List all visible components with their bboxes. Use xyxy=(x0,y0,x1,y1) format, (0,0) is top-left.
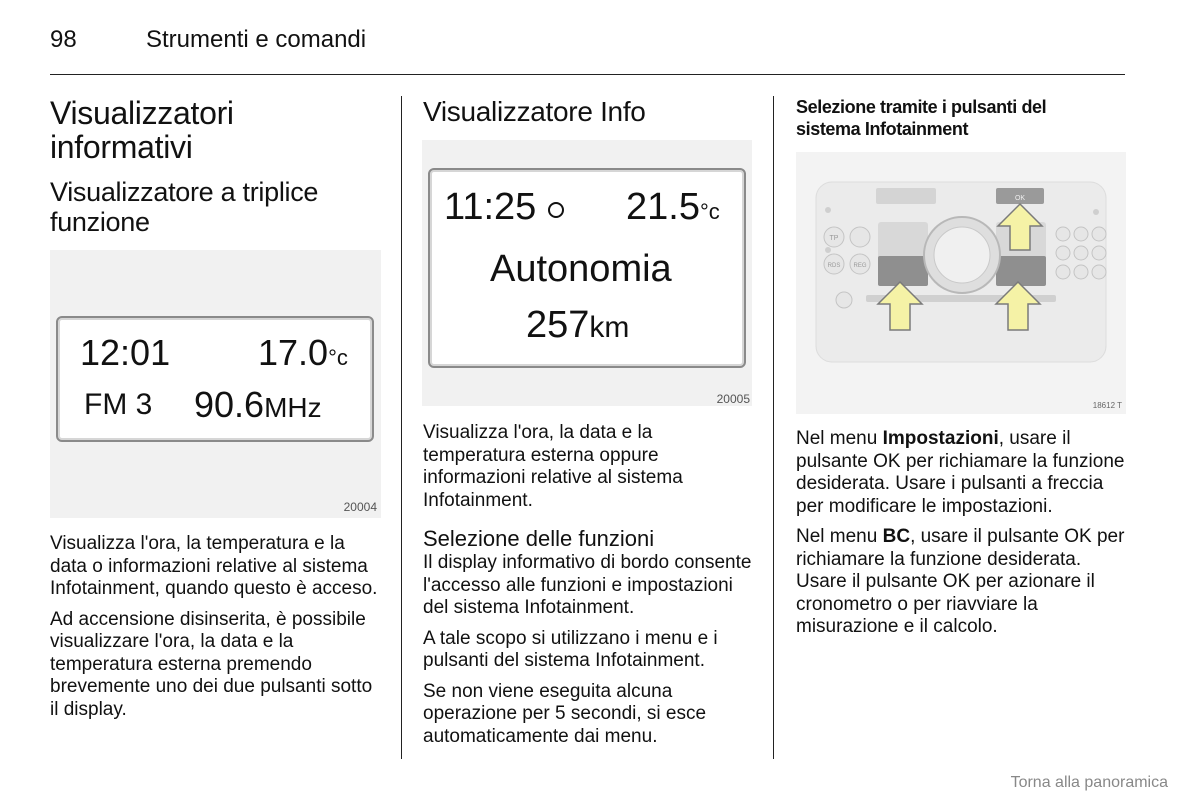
infotainment-panel-drawing xyxy=(796,152,1126,414)
lcd-screen xyxy=(56,316,374,442)
heading-selezione-funzioni: Selezione delle funzioni xyxy=(423,526,655,551)
col1-body xyxy=(50,533,380,729)
paragraph-impostazioni: Nel menu Impostazioni, usare il pulsante OK per richiamare la funzione desiderata. Usare i pulsanti a freccia per modificare le impostazioni. xyxy=(796,428,1125,517)
figure-infotainment-panel xyxy=(796,152,1126,414)
page-number: 98 xyxy=(50,26,77,53)
lcd-label: Autonomia xyxy=(490,248,672,290)
heading-triplice-funzione: Visualizzatore a triplice funzione xyxy=(50,177,319,237)
lcd-screen xyxy=(428,168,746,368)
ok-button-label: OK xyxy=(1014,195,1026,202)
paragraph-bc: Nel menu BC, usare il pulsante OK per richiamare la funzione desiderata. Usare il pulsante OK per azionare il cronometro o per riavviare la misurazione e il calcolo. xyxy=(796,526,1125,637)
tp-button-label: TP xyxy=(829,235,839,242)
figure-code: 20005 xyxy=(716,392,750,406)
lcd-temperature: 17.0°c xyxy=(258,332,348,373)
heading-selezione-pulsanti: Selezione tramite i pulsanti del sistema Infotainment xyxy=(796,97,1047,139)
column-divider xyxy=(401,96,402,759)
col3-body xyxy=(796,428,1126,647)
figure-code: 20004 xyxy=(343,500,377,514)
heading-visualizzatore-info: Visualizzatore Info xyxy=(423,96,646,127)
figure-code: 18612 T xyxy=(1092,401,1122,410)
paragraph: Visualizza l'ora, la temperatura e la data o informazioni relative al sistema Infotainment, quando questo è acceso. xyxy=(50,533,378,599)
heading-visualizzatori-informativi: Visualizzatori informativi xyxy=(50,95,234,165)
back-to-overview-link[interactable]: Torna alla panoramica xyxy=(1010,774,1168,791)
paragraph: Ad accensione disinserita, è possibile visualizzare l'ora, la data e la temperatura esterna premendo brevemente uno dei due pulsanti sotto il display. xyxy=(50,608,373,720)
column-divider xyxy=(773,96,774,759)
lcd-time: 11:25 xyxy=(444,186,537,228)
paragraph: A tale scopo si utilizzano i menu e i pulsanti del sistema Infotainment. xyxy=(423,627,718,671)
lcd-range: 257km xyxy=(526,304,630,346)
header-divider xyxy=(50,74,1125,75)
figure-triplice-display xyxy=(50,250,381,518)
rds-button-label: RDS xyxy=(827,263,841,269)
col2-body xyxy=(423,422,753,756)
clock-icon xyxy=(548,202,564,218)
paragraph: Il display informativo di bordo consente l'accesso alle funzioni e impostazioni del sistema Infotainment. xyxy=(423,552,752,618)
section-title: Strumenti e comandi xyxy=(146,26,367,53)
lcd-temperature: 21.5°c xyxy=(626,186,720,228)
lcd-time: 12:01 xyxy=(80,332,171,373)
reg-button-label: REG xyxy=(853,263,867,269)
paragraph: Visualizza l'ora, la data e la temperatura esterna oppure informazioni relative al sistema Infotainment. xyxy=(423,422,683,511)
figure-info-display xyxy=(422,140,752,406)
lcd-frequency: 90.6MHz xyxy=(194,384,322,425)
lcd-band: FM 3 xyxy=(84,388,153,421)
paragraph: Se non viene eseguita alcuna operazione per 5 secondi, si esce automaticamente dai menu. xyxy=(423,680,707,747)
